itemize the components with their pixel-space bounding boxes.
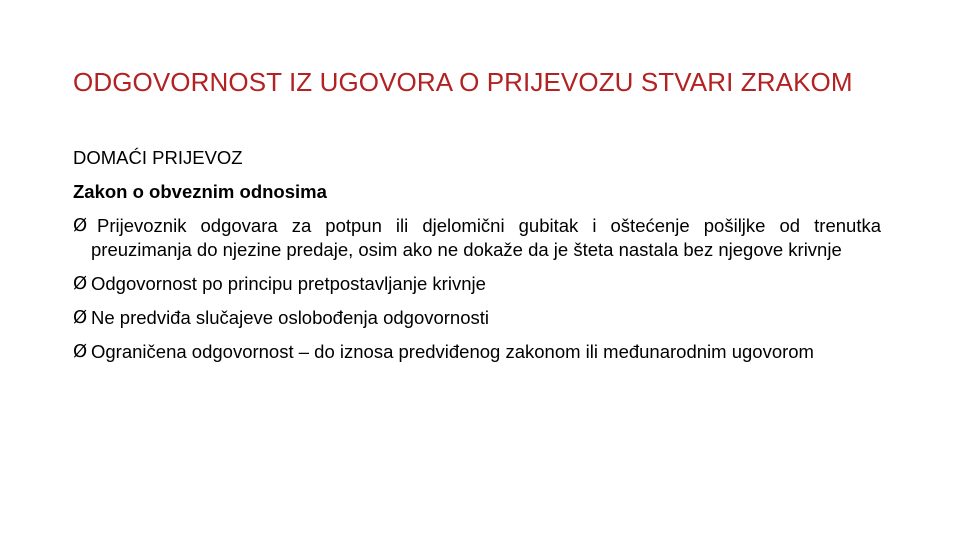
bullet-text: Prijevoznik odgovara za potpun ili djelomični gubitak i oštećenje pošiljke od trenutka preuzimanja do njezine predaje, osim ako ne dokaže da je šteta nastala bez njegove krivnje: [91, 215, 881, 260]
bullet-item: [73, 340, 881, 364]
law-name: Zakon o obveznim odnosima: [73, 181, 327, 202]
bullet-item: [73, 214, 881, 262]
arrowhead-bullet-icon: Ø: [73, 341, 88, 362]
section-heading: DOMAĆI PRIJEVOZ: [73, 147, 243, 168]
bullet-text: Ne predviđa slučajeve oslobođenja odgovornosti: [91, 307, 490, 328]
arrowhead-bullet-icon: Ø: [73, 307, 88, 328]
bullet-text: Ograničena odgovornost – do iznosa predviđenog zakonom ili međunarodnim ugovorom: [91, 341, 814, 362]
slide-content: [73, 146, 881, 374]
bullet-item: [73, 272, 881, 296]
bullet-text: Odgovornost po principu pretpostavljanje krivnje: [91, 273, 486, 294]
bullet-item: [73, 306, 881, 330]
arrowhead-bullet-icon: Ø: [73, 215, 88, 236]
arrowhead-bullet-icon: Ø: [73, 273, 88, 294]
slide-title: ODGOVORNOST IZ UGOVORA O PRIJEVOZU STVARI ZRAKOM: [73, 67, 853, 97]
